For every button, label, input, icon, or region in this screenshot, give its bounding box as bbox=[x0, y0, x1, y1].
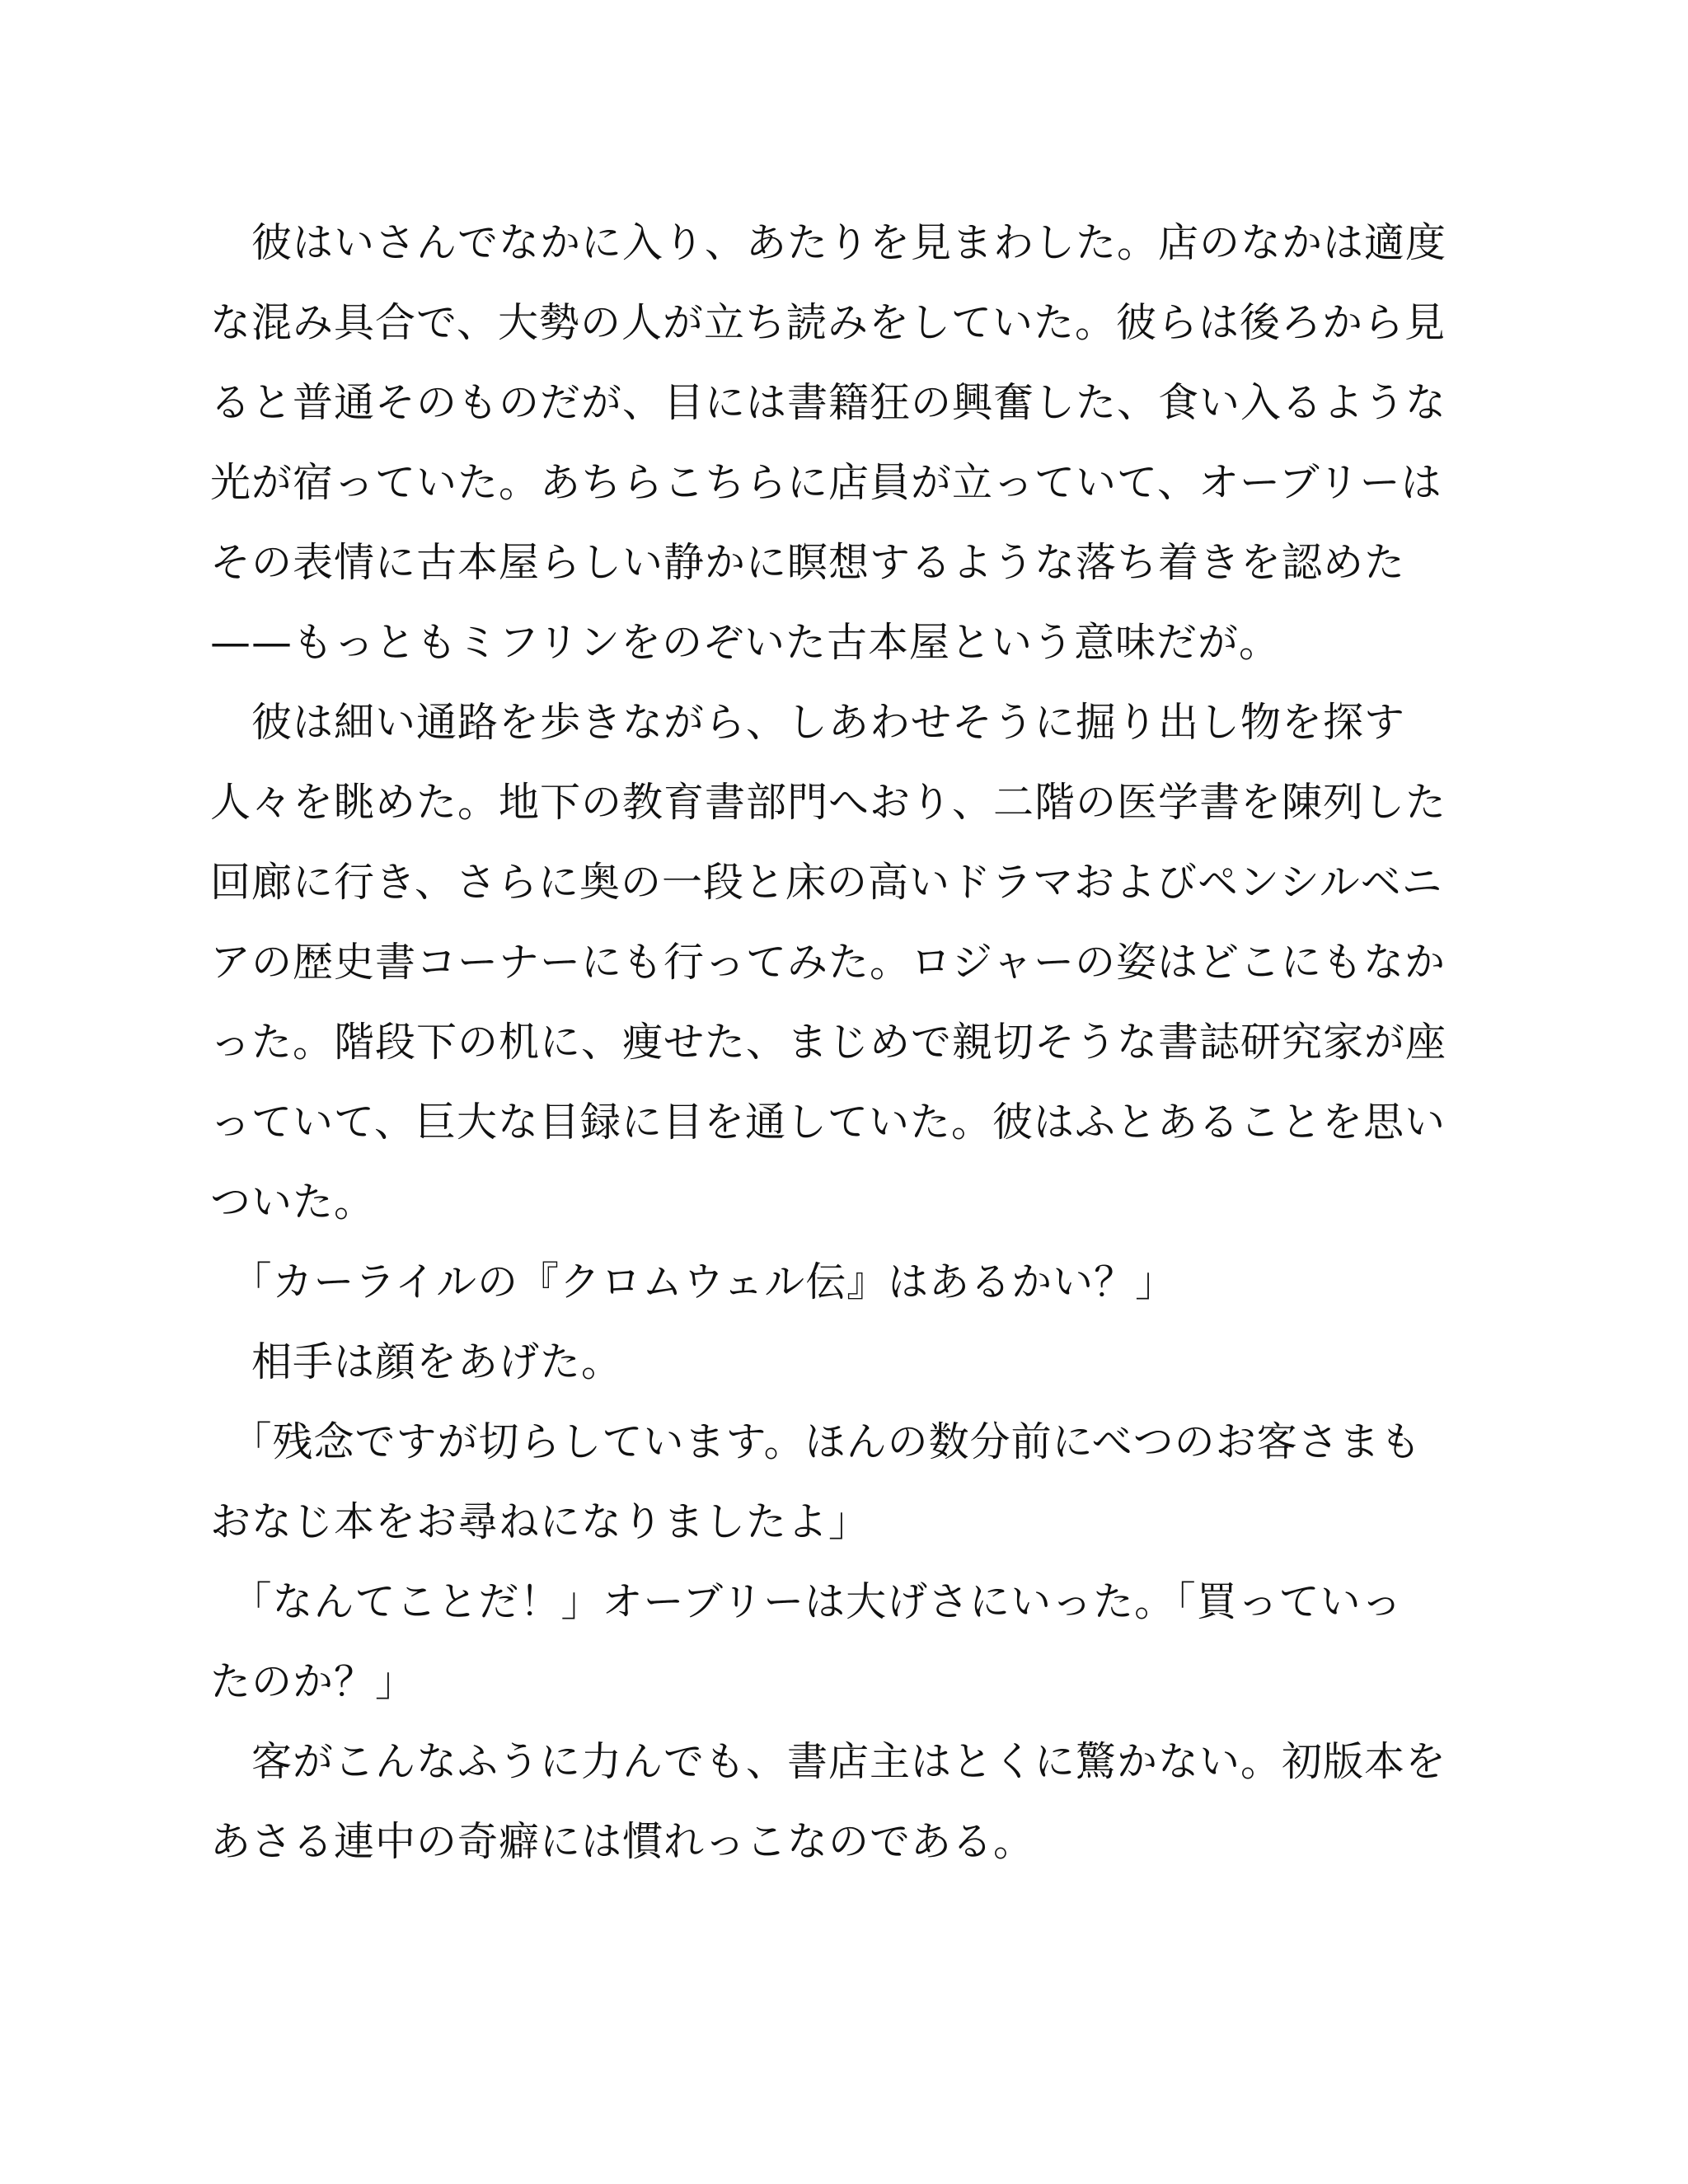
text-line: ついた。 bbox=[210, 1179, 376, 1226]
text-line: ると普通そのものだが、目には書籍狂の興奮した、食い入るような bbox=[210, 379, 1447, 426]
text-line: 光が宿っていた。あちらこちらに店員が立っていて、オーブリーは bbox=[210, 459, 1442, 506]
text-line: あさる連中の奇癖には慣れっこなのである。 bbox=[210, 1818, 1035, 1865]
text-line: アの歴史書コーナーにも行ってみた。ロジャーの姿はどこにもなか bbox=[210, 939, 1447, 986]
text-line: 彼は細い通路を歩きながら、しあわせそうに掘り出し物を探す bbox=[210, 699, 1406, 746]
text-line: その表情に古本屋らしい静かに瞑想するような落ち着きを認めた bbox=[210, 539, 1406, 586]
dialogue-line: 「なんてことだ！」オーブリーは大げさにいった。「買っていっ bbox=[210, 1578, 1403, 1625]
body-text bbox=[210, 203, 1447, 1882]
text-line: ——もっともミフリンをのぞいた古本屋という意味だが。 bbox=[210, 619, 1281, 666]
text-line: 回廊に行き、さらに奥の一段と床の高いドラマおよびペンシルベニ bbox=[210, 859, 1443, 906]
text-line: った。階段下の机に、痩せた、まじめで親切そうな書誌研究家が座 bbox=[210, 1019, 1447, 1066]
dialogue-line: 「残念ですが切らしています。ほんの数分前にべつのお客さまも bbox=[210, 1418, 1422, 1465]
dialogue-line: たのか？」 bbox=[210, 1658, 417, 1705]
dialogue-line: おなじ本をお尋ねになりましたよ」 bbox=[210, 1498, 870, 1545]
text-line: 彼はいさんでなかに入り、あたりを見まわした。店のなかは適度 bbox=[210, 219, 1447, 266]
text-line: 相手は顔をあげた。 bbox=[210, 1338, 623, 1385]
text-line: っていて、巨大な目録に目を通していた。彼はふとあることを思い bbox=[210, 1099, 1447, 1146]
text-line: 客がこんなふうに力んでも、書店主はとくに驚かない。初版本を bbox=[210, 1738, 1447, 1785]
text-line: 人々を眺めた。地下の教育書部門へおり、二階の医学書を陳列した bbox=[210, 779, 1447, 826]
dialogue-line: 「カーライルの『クロムウェル伝』はあるかい？」 bbox=[210, 1258, 1177, 1305]
text-line: な混み具合で、大勢の人が立ち読みをしていた。彼らは後ろから見 bbox=[210, 299, 1447, 346]
